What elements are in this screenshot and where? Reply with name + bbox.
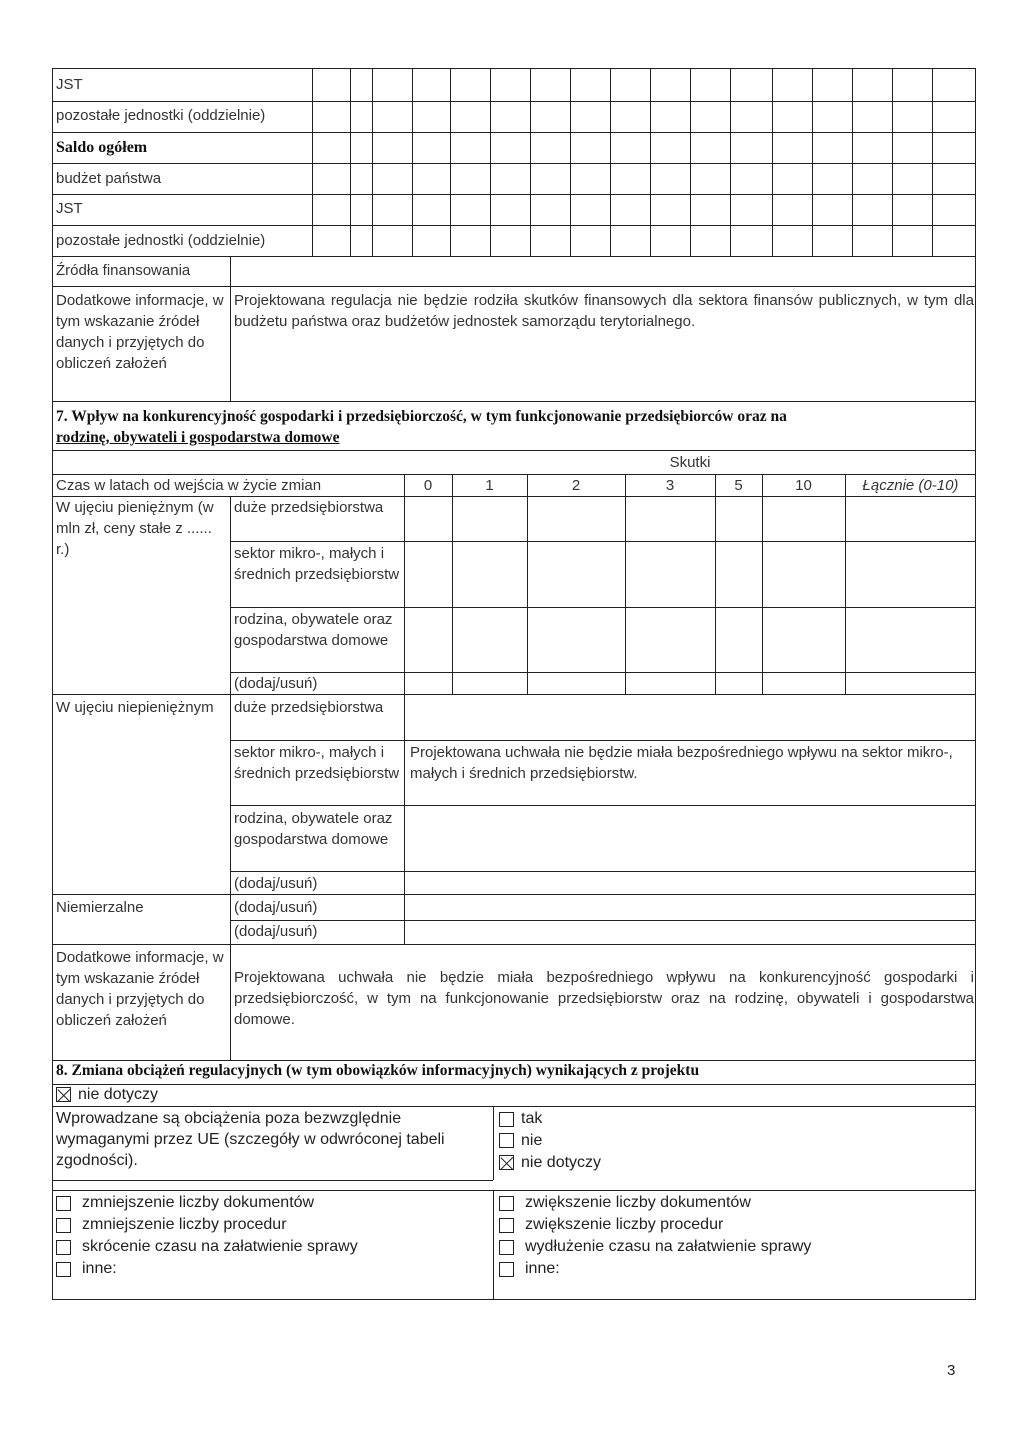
section-8-heading: 8. Zmiana obciążeń regulacyjnych (w tym obowiązków informacyjnych) wynikających z projektu [56, 1062, 700, 1079]
not-applicable-checkbox[interactable] [56, 1087, 71, 1102]
increase-procedures-checkbox[interactable] [499, 1218, 514, 1233]
section-7-heading-line2: rodzinę, obywateli i gospodarstwa domowe [56, 429, 340, 446]
unmeasurable-label: Niemierzalne [56, 899, 144, 916]
year-5: 5 [734, 477, 743, 494]
unmeasurable-add-remove-1[interactable]: (dodaj/usuń) [234, 899, 318, 916]
reduce-procedures-label: zmniejszenie liczby procedur [82, 1216, 287, 1233]
other-right-checkbox[interactable] [499, 1262, 514, 1277]
nonmonetary-sme-sector: sektor mikro-, małych i średnich przedsiębiorstw [234, 744, 400, 782]
not-applicable-label: nie dotyczy [78, 1086, 159, 1103]
additional-info-label: Dodatkowe informacje, w tym wskazanie źródeł danych i przyjętych do obliczeń założeń [56, 292, 224, 372]
option-yes-label: tak [521, 1110, 543, 1127]
sources-label: Źródła finansowania [56, 262, 191, 279]
option-no-checkbox[interactable] [499, 1133, 514, 1148]
eu-burden-question: Wprowadzane są obciążenia poza bezwzględnie wymaganymi przez UE (szczegóły w odwróconej tabeli zgodności). [56, 1110, 445, 1169]
nonmonetary-note: Projektowana uchwała nie będzie miała bezpośredniego wpływu na sektor mikro-, małych i średnich przedsiębiorstw. [410, 744, 953, 782]
other-left-checkbox[interactable] [56, 1262, 71, 1277]
nonmonetary-add-remove[interactable]: (dodaj/usuń) [234, 875, 318, 892]
increase-documents-checkbox[interactable] [499, 1196, 514, 1211]
row-other-units: pozostałe jednostki (oddzielnie) [56, 107, 266, 124]
total-label: Łącznie (0-10) [862, 477, 959, 494]
year-0: 0 [423, 477, 433, 494]
section-7-heading: 7. Wpływ na konkurencyjność gospodarki i przedsiębiorczość, w tym funkcjonowanie przedsiębiorców oraz na [56, 408, 787, 425]
monetary-large-enterprises: duże przedsiębiorstwa [234, 499, 384, 516]
row-jst-2: JST [56, 200, 83, 217]
nonmonetary-households: rodzina, obywatele oraz gospodarstwa domowe [234, 810, 393, 848]
option-not-applicable-label: nie dotyczy [521, 1154, 602, 1171]
monetary-add-remove[interactable]: (dodaj/usuń) [234, 675, 318, 692]
years-label: Czas w latach od wejścia w życie zmian [56, 477, 322, 494]
other-left-label: inne: [82, 1260, 117, 1277]
unmeasurable-add-remove-2[interactable]: (dodaj/usuń) [234, 923, 318, 940]
row-total-balance: Saldo ogółem [56, 139, 148, 156]
shorten-time-checkbox[interactable] [56, 1240, 71, 1255]
reduce-documents-checkbox[interactable] [56, 1196, 71, 1211]
nonmonetary-label: W ujęciu niepieniężnym [56, 699, 214, 716]
year-10: 10 [795, 477, 812, 494]
extend-time-checkbox[interactable] [499, 1240, 514, 1255]
nonmonetary-large-enterprises: duże przedsiębiorstwa [234, 699, 384, 716]
row-jst: JST [56, 76, 83, 93]
increase-procedures-label: zwiększenie liczby procedur [525, 1216, 724, 1233]
reduce-documents-label: zmniejszenie liczby dokumentów [82, 1194, 315, 1211]
section-7-additional-info-label: Dodatkowe informacje, w tym wskazanie źródeł danych i przyjętych do obliczeń założeń [56, 949, 224, 1029]
row-state-budget: budżet państwa [56, 170, 162, 187]
effects-label: Skutki [669, 454, 711, 471]
option-no-label: nie [521, 1132, 543, 1149]
monetary-sme-sector: sektor mikro-, małych i średnich przedsiębiorstw [234, 545, 400, 583]
option-not-applicable-checkbox[interactable] [499, 1155, 514, 1170]
reduce-procedures-checkbox[interactable] [56, 1218, 71, 1233]
monetary-households: rodzina, obywatele oraz gospodarstwa domowe [234, 611, 393, 649]
option-yes-checkbox[interactable] [499, 1112, 514, 1127]
additional-info-text: Projektowana regulacja nie będzie rodziła skutków finansowych dla sektora finansów publicznych, w tym dla budżetu państwa oraz budżetów jednostek samorządu terytorialnego. [234, 292, 974, 330]
shorten-time-label: skrócenie czasu na załatwienie sprawy [82, 1238, 358, 1255]
increase-documents-label: zwiększenie liczby dokumentów [525, 1194, 751, 1211]
monetary-label: W ujęciu pieniężnym (w mln zł, ceny stałe z ...... r.) [56, 499, 214, 558]
row-other-units-2: pozostałe jednostki (oddzielnie) [56, 232, 266, 249]
extend-time-label: wydłużenie czasu na załatwienie sprawy [525, 1238, 812, 1255]
year-2: 2 [571, 477, 581, 494]
section-7-additional-info-text: Projektowana uchwała nie będzie miała bezpośredniego wpływu na konkurencyjność gospodarki i przedsiębiorczość, w tym na funkcjonowanie przedsiębiorstw oraz na rodzinę, obywateli i gospodarstwa domowe. [234, 969, 974, 1028]
other-right-label: inne: [525, 1260, 560, 1277]
year-3: 3 [665, 477, 675, 494]
page-number: 3 [947, 1362, 956, 1379]
year-1: 1 [485, 477, 494, 494]
